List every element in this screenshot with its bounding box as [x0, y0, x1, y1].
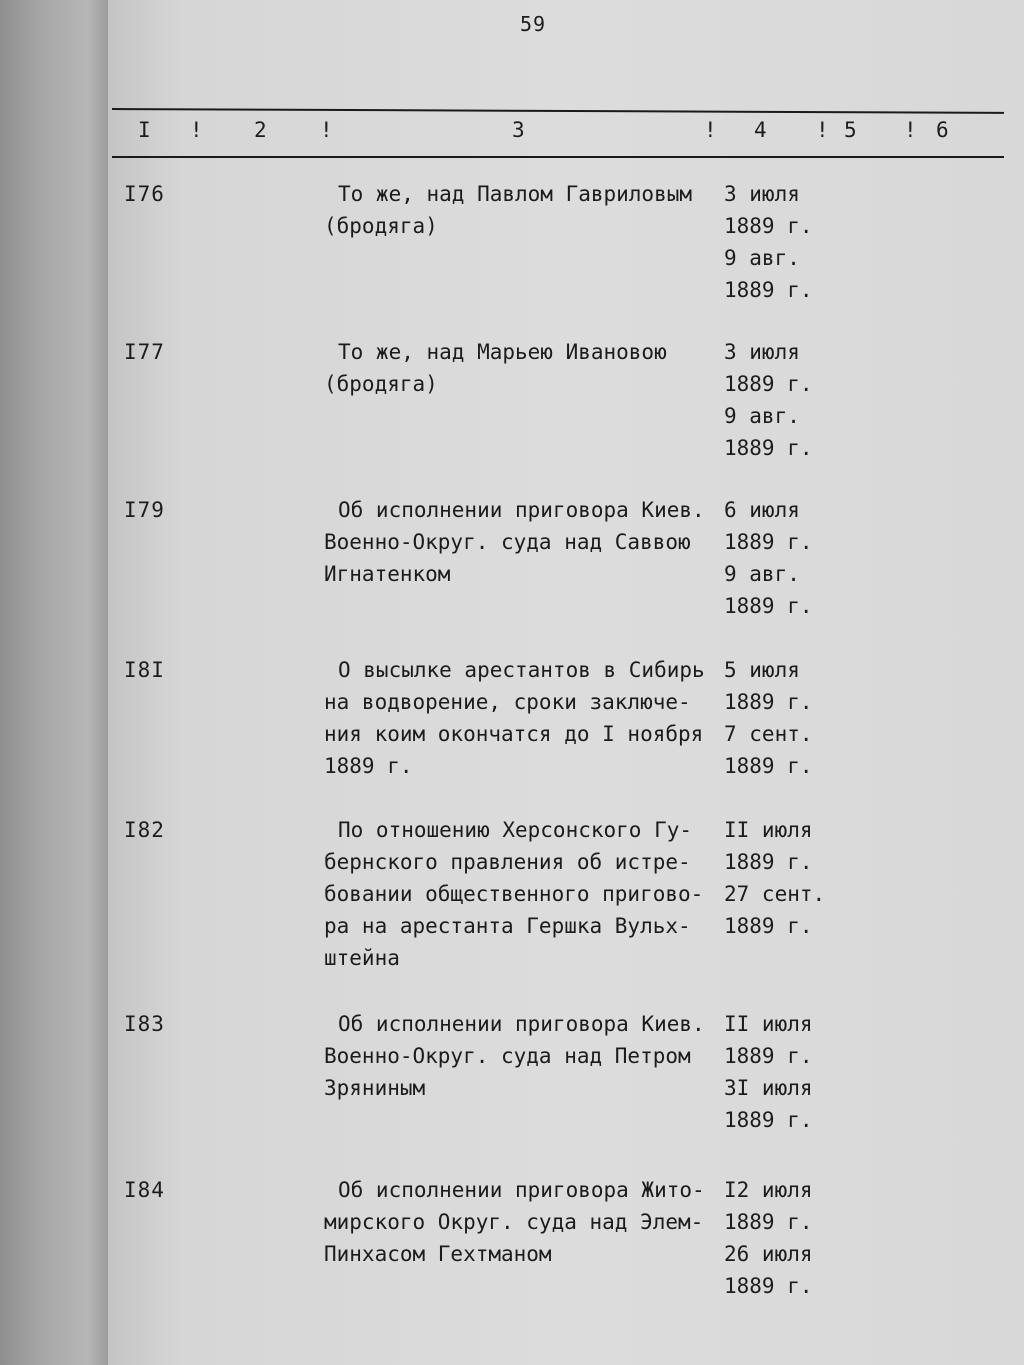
date-end-year: 1889 г. — [724, 914, 813, 938]
entry-description — [324, 1174, 724, 1270]
date-start-year: 1889 г. — [724, 850, 813, 874]
description-line: По отношению Херсонского Гу- — [338, 818, 693, 842]
date-start-year: 1889 г. — [724, 1210, 813, 1234]
entry-dates — [724, 814, 844, 942]
description-line: ра на арестанта Гершка Вульх- — [324, 914, 691, 938]
description-line: бернского правления об истре- — [324, 850, 691, 874]
date-start-year: 1889 г. — [724, 1044, 813, 1068]
date-start: 5 июля — [724, 658, 800, 682]
description-line: Пинхасом Гехтманом — [324, 1242, 552, 1266]
entry-dates — [724, 1174, 844, 1302]
entry-dates — [724, 336, 844, 464]
date-end-year: 1889 г. — [724, 278, 813, 302]
description-line: О высылке арестантов в Сибирь — [338, 658, 705, 682]
entry-number: I83 — [124, 1012, 165, 1036]
description-line: Военно-Округ. суда над Саввою — [324, 530, 691, 554]
date-end: 7 сент. — [724, 722, 813, 746]
header-separator: ! — [704, 118, 717, 142]
table-header — [108, 118, 1008, 152]
description-line: То же, над Павлом Гавриловым — [338, 182, 693, 206]
description-line: (бродяга) — [324, 372, 438, 396]
date-start: 6 июля — [724, 498, 800, 522]
entry-description — [324, 1008, 724, 1104]
date-end: 26 июля — [724, 1242, 813, 1266]
description-line: бовании общественного пригово- — [324, 882, 704, 906]
date-end-year: 1889 г. — [724, 1274, 813, 1298]
header-separator: ! — [816, 118, 829, 142]
entry-description — [324, 814, 724, 974]
description-line: на водворение, сроки заключе- — [324, 690, 691, 714]
date-end: 9 авг. — [724, 246, 800, 270]
description-line: Об исполнении приговора Жито- — [338, 1178, 705, 1202]
description-line: Об исполнении приговора Киев. — [338, 1012, 705, 1036]
entry-number: I8I — [124, 658, 165, 682]
header-col-3: 3 — [512, 118, 525, 142]
date-start: 3 июля — [724, 340, 800, 364]
header-separator: ! — [904, 118, 917, 142]
entry-number: I79 — [124, 498, 165, 522]
header-separator: ! — [190, 118, 203, 142]
description-line: ния коим окончатся до I ноября — [324, 722, 704, 746]
entry-description — [324, 654, 724, 782]
date-start: II июля — [724, 1012, 813, 1036]
header-col-6: 6 — [936, 118, 949, 142]
entry-description — [324, 494, 724, 590]
description-line: То же, над Марьею Ивановою — [338, 340, 667, 364]
entry-number: I82 — [124, 818, 165, 842]
date-start-year: 1889 г. — [724, 372, 813, 396]
entry-number: I84 — [124, 1178, 165, 1202]
entry-dates — [724, 1008, 844, 1136]
date-end: 27 сент. — [724, 882, 826, 906]
date-end-year: 1889 г. — [724, 1108, 813, 1132]
table-header-rule — [112, 156, 1004, 158]
date-start: II июля — [724, 818, 813, 842]
header-col-1: I — [138, 118, 151, 142]
entry-number: I77 — [124, 340, 165, 364]
description-line: Зряниным — [324, 1076, 426, 1100]
date-start: I2 июля — [724, 1178, 813, 1202]
entry-dates — [724, 178, 844, 306]
description-line: мирского Округ. суда над Элем- — [324, 1210, 704, 1234]
date-start-year: 1889 г. — [724, 530, 813, 554]
date-end: 3I июля — [724, 1076, 813, 1100]
description-line: Игнатенком — [324, 562, 451, 586]
date-end-year: 1889 г. — [724, 436, 813, 460]
description-line: Об исполнении приговора Киев. — [338, 498, 705, 522]
date-start-year: 1889 г. — [724, 690, 813, 714]
date-start: 3 июля — [724, 182, 800, 206]
date-end-year: 1889 г. — [724, 594, 813, 618]
document-page — [108, 0, 1024, 1365]
adjacent-page-edge — [0, 0, 110, 1365]
date-start-year: 1889 г. — [724, 214, 813, 238]
description-line: (бродяга) — [324, 214, 438, 238]
entry-dates — [724, 654, 844, 782]
description-line: штейна — [324, 946, 400, 970]
header-separator: ! — [320, 118, 333, 142]
header-col-4: 4 — [754, 118, 767, 142]
entry-description — [324, 336, 724, 400]
date-end: 9 авг. — [724, 404, 800, 428]
date-end-year: 1889 г. — [724, 754, 813, 778]
entry-number: I76 — [124, 182, 165, 206]
page-number: 59 — [520, 12, 547, 36]
entry-description — [324, 178, 724, 242]
header-col-5: 5 — [844, 118, 857, 142]
date-end: 9 авг. — [724, 562, 800, 586]
header-col-2: 2 — [254, 118, 267, 142]
description-line: Военно-Округ. суда над Петром — [324, 1044, 691, 1068]
entry-dates — [724, 494, 844, 622]
table-top-rule — [112, 108, 1004, 114]
description-line: 1889 г. — [324, 754, 413, 778]
